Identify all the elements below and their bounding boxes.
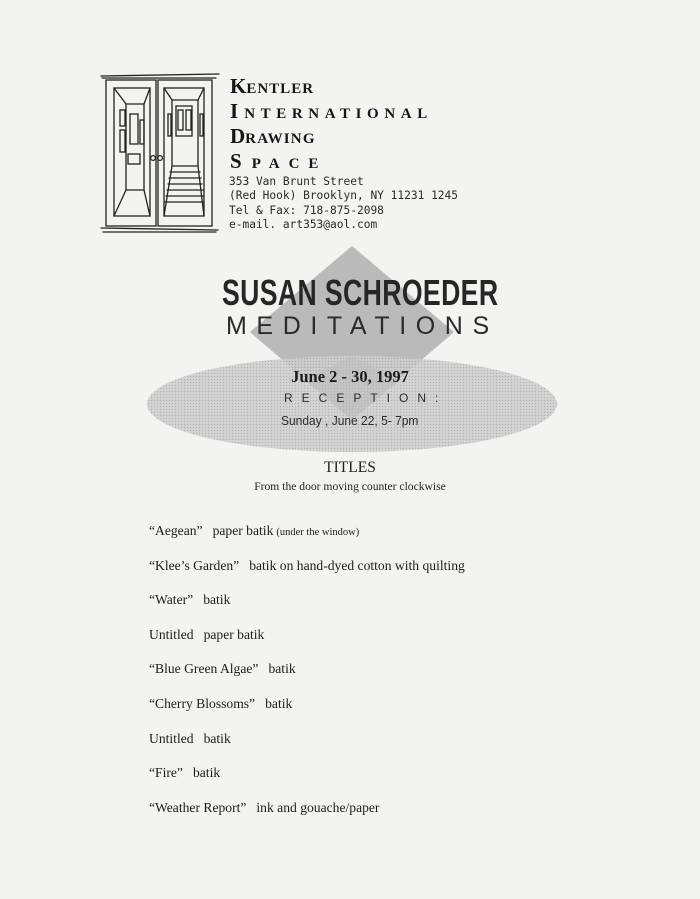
address-email: e-mail. art353@aol.com (229, 218, 378, 232)
work-title: “Weather Report” (149, 799, 247, 815)
list-item (149, 765, 465, 800)
titles-subheading: From the door moving counter clockwise (254, 480, 446, 493)
work-title: Untitled (149, 626, 194, 642)
gallery-name-line: S PACE (230, 149, 328, 173)
list-item (149, 558, 465, 593)
address-phone: Tel & Fax: 718-875-2098 (229, 203, 384, 217)
reception-time: Sunday , June 22, 5- 7pm (281, 414, 419, 428)
work-medium: ink and gouache/paper (256, 799, 380, 815)
list-item (149, 523, 465, 558)
address-city: (Red Hook) Brooklyn, NY 11231 1245 (229, 189, 459, 203)
work-note: (under the window) (276, 527, 360, 538)
gallery-name-line: KENTLER (230, 74, 315, 98)
gallery-name-line: I NTERNATIONAL (230, 99, 433, 123)
exhibition-title: MEDITATIONS (226, 312, 499, 340)
work-medium: batik (265, 695, 293, 711)
list-item (149, 731, 465, 766)
work-medium: batik on hand-dyed cotton with quilting (249, 557, 465, 573)
list-item (149, 800, 465, 835)
list-item (149, 661, 465, 696)
gallery-name-line: DRAWING (230, 124, 316, 148)
work-title: Untitled (149, 730, 194, 746)
work-title: “Klee’s Garden” (149, 557, 240, 573)
artist-name: SUSAN SCHROEDER (222, 272, 499, 313)
work-medium: batik (268, 661, 296, 677)
list-item (149, 627, 465, 662)
work-title: “Water” (149, 592, 194, 608)
titles-heading: TITLES (324, 459, 376, 476)
list-item (149, 592, 465, 627)
work-medium: batik (203, 730, 231, 746)
work-title: “Aegean” (149, 523, 203, 538)
reception-label: RECEPTION: (284, 391, 448, 405)
works-list (149, 523, 465, 834)
work-medium: batik (192, 765, 221, 781)
list-item (149, 696, 465, 731)
work-medium: paper batik (212, 523, 274, 538)
work-title: “Blue Green Algae” (149, 661, 259, 677)
address-street: 353 Van Brunt Street (229, 175, 364, 188)
work-title: “Cherry Blossoms” (149, 695, 256, 711)
exhibition-dates: June 2 - 30, 1997 (291, 367, 409, 386)
work-title: “Fire” (149, 765, 183, 781)
work-medium: paper batik (203, 626, 265, 642)
work-medium: batik (203, 592, 231, 608)
